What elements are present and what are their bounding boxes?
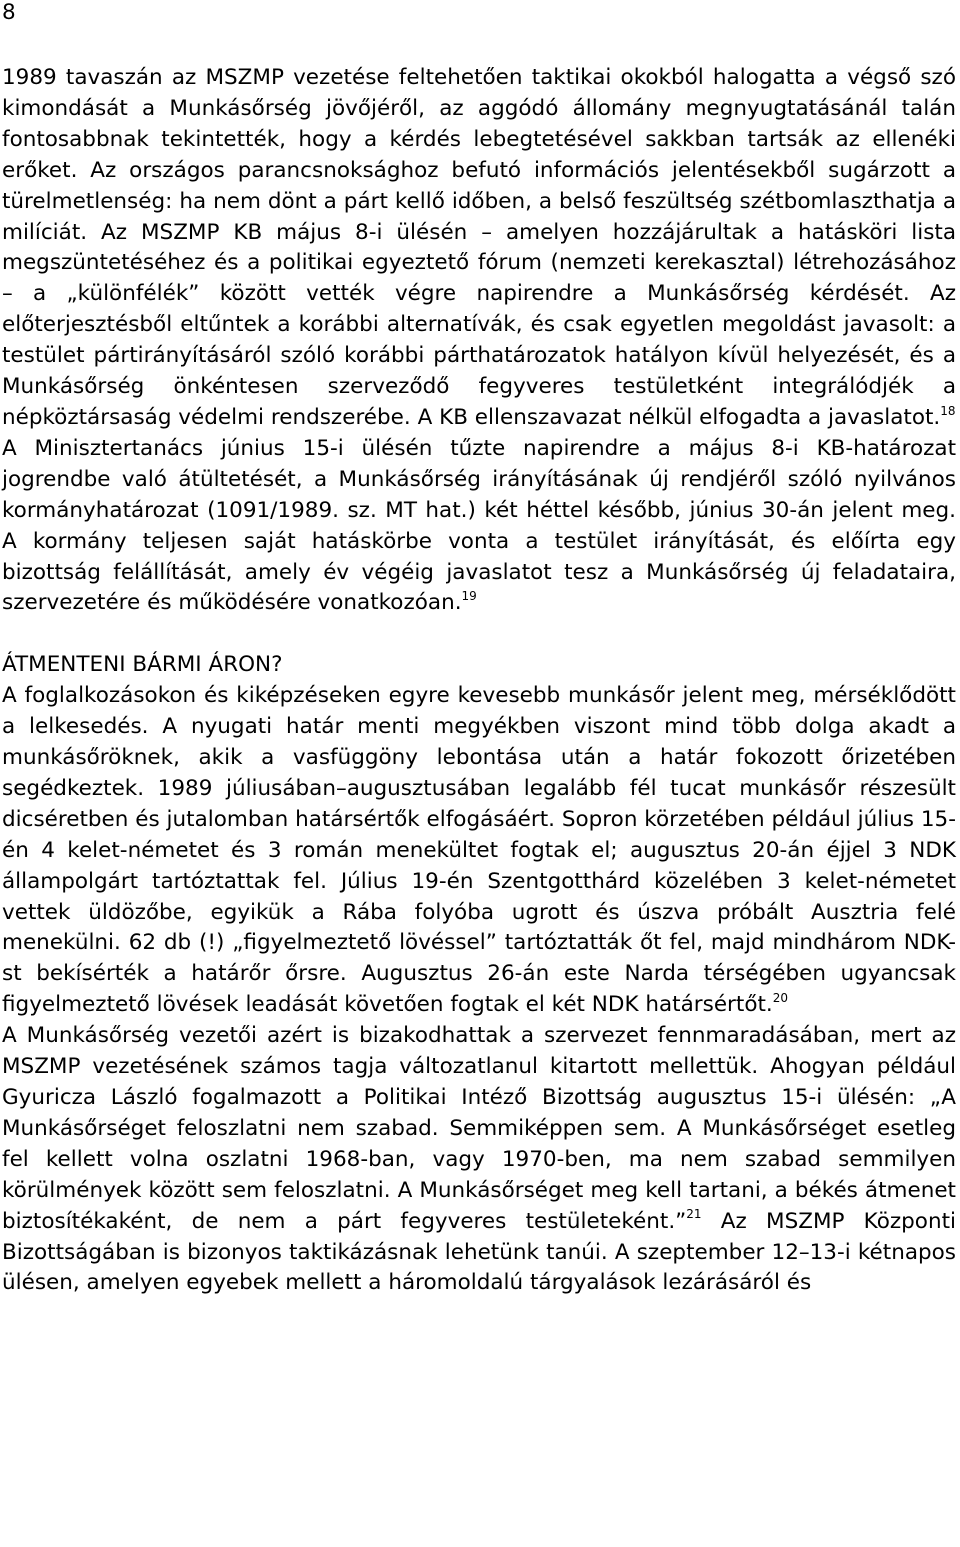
- footnote-ref-18[interactable]: 18: [940, 403, 956, 418]
- paragraph-text: A Munkásőrség vezetői azért is bizakodhattak a szervezet fennmaradásában, mert az MSZMP vezetésének számos tagja változatlanul kitartott mellettük. Ahogyan például Gyuricza László fogalmazott a Politikai Intéző Bizottság augusztus 15-i ülésén: „A Munkásőrséget feloszlatni nem szabad. Semmiképpen sem. A Munkásőrséget esetleg fel kellett volna oszlatni 1968-ban, vagy 1970-ben, ma nem szabad semmilyen körülmények között sem feloszlatni. A Munkásőrséget meg kell tartani, a békés átmenet biztosítékaként, de nem a párt fegyveres testületeként.”: [2, 1023, 956, 1234]
- paragraph-text: A Minisztertanács június 15-i ülésén tűzte napirendre a május 8-i KB-határozat jogrendbe való átültetését, a Munkásőrség irányításának új rendjéről szóló nyilvános kormányhatározat (1091/1989. sz. MT hat.) két héttel később, június 30-án jelent meg. A kormány teljesen saját hatáskörbe vonta a testület irányítását, és előírta egy bizottság felállítását, amely év végéig javaslatot tesz a Munkásőrség új feladataira, szervezetére és működésére vonatkozóan.: [2, 435, 956, 616]
- paragraph-text-continued: Az MSZMP Központi Bizottságában is bizonyos taktikázásnak lehetünk tanúi. A szeptember 12–13-i kétnapos ülésen, amelyen egyebek mellett a háromoldalú tárgyalások lezárásáról és: [2, 1208, 956, 1296]
- footnote-ref-20[interactable]: 20: [772, 991, 789, 1006]
- section-heading: ÁTMENTENI BÁRMI ÁRON?: [2, 652, 283, 678]
- paragraph-text: A foglalkozásokon és kiképzéseken egyre kevesebb munkásőr jelent meg, mérséklődött a lelkesedés. A nyugati határ menti megyékben viszont mind több dolga akadt a munkásőröknek, akik a vasfüggöny lebontása után a határ fokozott őrizetében segédkeztek. 1989 júliusában–augusztusában legalább fél tucat munkásőr részesült dicséretben és jutalomban határsértők elfogásáért. Sopron körzetében például július 15-én 4 kelet-németet és 3 román menekültet fogtak el; augusztus 20-án éjjel 3 NDK állampolgárt tartóztattak fel. Július 19-én Szentgotthárd közelében 3 kelet-németet vettek üldözőbe, egyikük a Rába folyóba ugrott és úszva próbált Ausztria felé menekülni. 62 db (!) „figyelmeztető lövéssel” tartóztatták őt fel, majd mindhárom NDK-st bekísérték a határőr őrsre. Augusztus 26-án este Narda térségében ugyancsak figyelmeztető lövések leadását követően fogtak el két NDK határsértőt.: [2, 683, 956, 1018]
- paragraph-2: [2, 434, 956, 619]
- page-number: 8: [2, 0, 16, 25]
- document-body: [2, 63, 956, 1299]
- paragraph-1: [2, 63, 956, 434]
- paragraph-4: [2, 1021, 956, 1299]
- footnote-ref-19[interactable]: 19: [461, 589, 477, 604]
- footnote-ref-21[interactable]: 21: [686, 1207, 702, 1222]
- paragraph-3: [2, 681, 956, 1021]
- paragraph-text: 1989 tavaszán az MSZMP vezetése feltehetően taktikai okokból halogatta a végső szó kimondását a Munkásőrség jövőjéről, az aggódó állomány megnyugtatásánál talán fontosabbnak tekintették, hogy a kérdés lebegtetésével sakkban tartsák az ellenéki erőket. Az országos parancsnoksághoz befutó információs jelentésekből sugárzott a türelmetlenség: ha nem dönt a párt kellő időben, a belső feszültség szétbomlaszthatja a milíciát. Az MSZMP KB május 8-i ülésén – amelyen hozzájárultak a hatásköri lista megszüntetéséhez és a politikai egyeztető fórum (nemzeti kerekasztal) létrehozásához – a „különfélék” között vették végre napirendre a Munkásőrség kérdését. Az előterjesztésből eltűntek a korábbi alternatívák, és csak egyetlen megoldást javasolt: a testület pártirányításáról szóló korábbi párthatározatok hatályon kívül helyezését, és a Munkásőrség önkéntesen szerveződő fegyveres testületként integrálódjék a népköztársaság védelmi rendszerébe. A KB ellenszavazat nélkül elfogadta a javaslatot.: [2, 65, 956, 430]
